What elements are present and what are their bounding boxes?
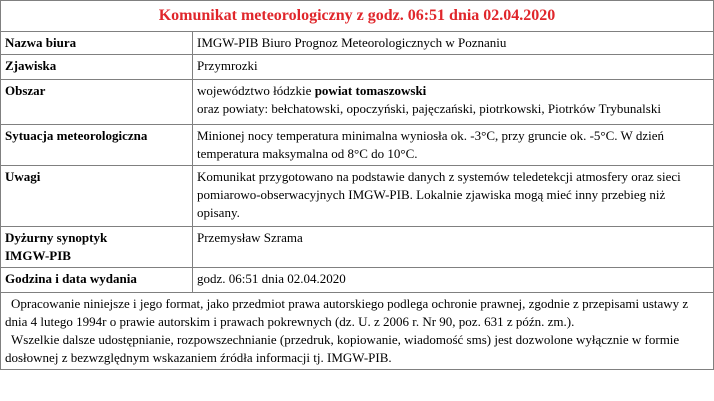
row-duty-forecaster bbox=[1, 227, 713, 268]
value-issue-time: godz. 06:51 dnia 02.04.2020 bbox=[197, 271, 346, 286]
label-phenomena: Zjawiska bbox=[1, 55, 193, 79]
value-meteorological-situation: Minionej nocy temperatura minimalna wyniosła ok. -3°C, przy gruncie ok. -5°C. W dzień temperatura maksymalna od 8°C do 10°C. bbox=[197, 128, 664, 161]
area-main-county: powiat tomaszowski bbox=[314, 83, 427, 98]
bulletin-title: Komunikat meteorologiczny z godz. 06:51 dnia 02.04.2020 bbox=[1, 1, 713, 32]
label-meteorological-situation: Sytuacja meteorologiczna bbox=[1, 125, 193, 165]
value-duty-forecaster: Przemysław Szrama bbox=[192, 227, 713, 267]
row-office-name bbox=[1, 32, 713, 55]
area-other-counties: oraz powiaty: bełchatowski, opoczyński, pajęczański, piotrkowski, Piotrków Trybunalski bbox=[197, 101, 661, 116]
value-remarks: Komunikat przygotowano na podstawie danych z systemów teledetekcji atmosfery oraz sieci pomiarowo-obserwacyjnych IMGW-PIB. Lokalnie zjawiska mogą mieć inny przebieg niż opisany. bbox=[197, 169, 681, 220]
label-office-name: Nazwa biura bbox=[1, 32, 193, 54]
label-duty-forecaster: Dyżurny synoptyk IMGW-PIB bbox=[5, 230, 108, 263]
row-issue-time bbox=[1, 268, 713, 293]
row-remarks bbox=[1, 166, 713, 227]
label-area: Obszar bbox=[1, 80, 193, 124]
area-voivodeship: województwo łódzkie bbox=[197, 83, 315, 98]
copyright-notice bbox=[1, 293, 713, 369]
value-phenomena: Przymrozki bbox=[197, 58, 258, 73]
label-remarks: Uwagi bbox=[1, 166, 193, 226]
label-issue-time: Godzina i data wydania bbox=[1, 268, 193, 292]
value-area bbox=[193, 80, 713, 124]
row-phenomena bbox=[1, 55, 713, 80]
row-meteorological-situation bbox=[1, 125, 713, 166]
value-office-name: IMGW-PIB Biuro Prognoz Meteorologicznych w Poznaniu bbox=[197, 35, 507, 50]
copyright-paragraph-1: Opracowanie niniejsze i jego format, jako przedmiot prawa autorskiego podlega ochronie prawnej, zgodnie z przepisami ustawy z dnia 4 lutego 1994r o prawie autorskim i prawach pokrewnych (dz. U. z 2006 r. Nr 90, poz. 631 z późn. zm.). bbox=[5, 296, 689, 329]
row-area bbox=[1, 80, 713, 125]
copyright-paragraph-2: Wszelkie dalsze udostępnianie, rozpowszechnianie (przedruk, kopiowanie, wiadomość sms) jest dozwolone wyłącznie w formie dosłownej z bezwzględnym wskazaniem źródła informacji tj. IMGW-PIB. bbox=[5, 332, 680, 365]
